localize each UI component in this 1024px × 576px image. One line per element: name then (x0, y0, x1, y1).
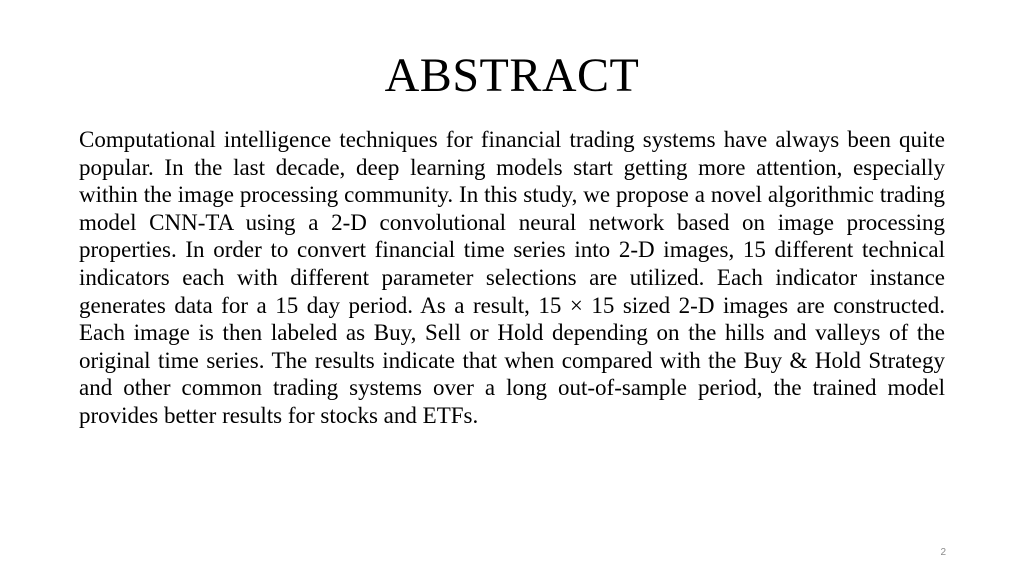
page-number: 2 (940, 547, 946, 558)
abstract-text: Computational intelligence techniques for financial trading systems have always been quite popular. In the last decade, deep learning models start getting more attention, especially within the image processing community. In this study, we propose a novel algorithmic trading model CNN-TA using a 2-D convolutional neural network based on image processing properties. In order to convert financial time series into 2-D images, 15 different technical indicators each with different parameter selections are utilized. Each indicator instance generates data for a 15 day period. As a result, 15 × 15 sized 2-D images are constructed. Each image is then labeled as Buy, Sell or Hold depending on the hills and valleys of the original time series. The results indicate that when compared with the Buy & Hold Strategy and other common trading systems over a long out-of-sample period, the trained model provides better results for stocks and ETFs. (79, 127, 945, 428)
slide-title: ABSTRACT (384, 49, 640, 102)
